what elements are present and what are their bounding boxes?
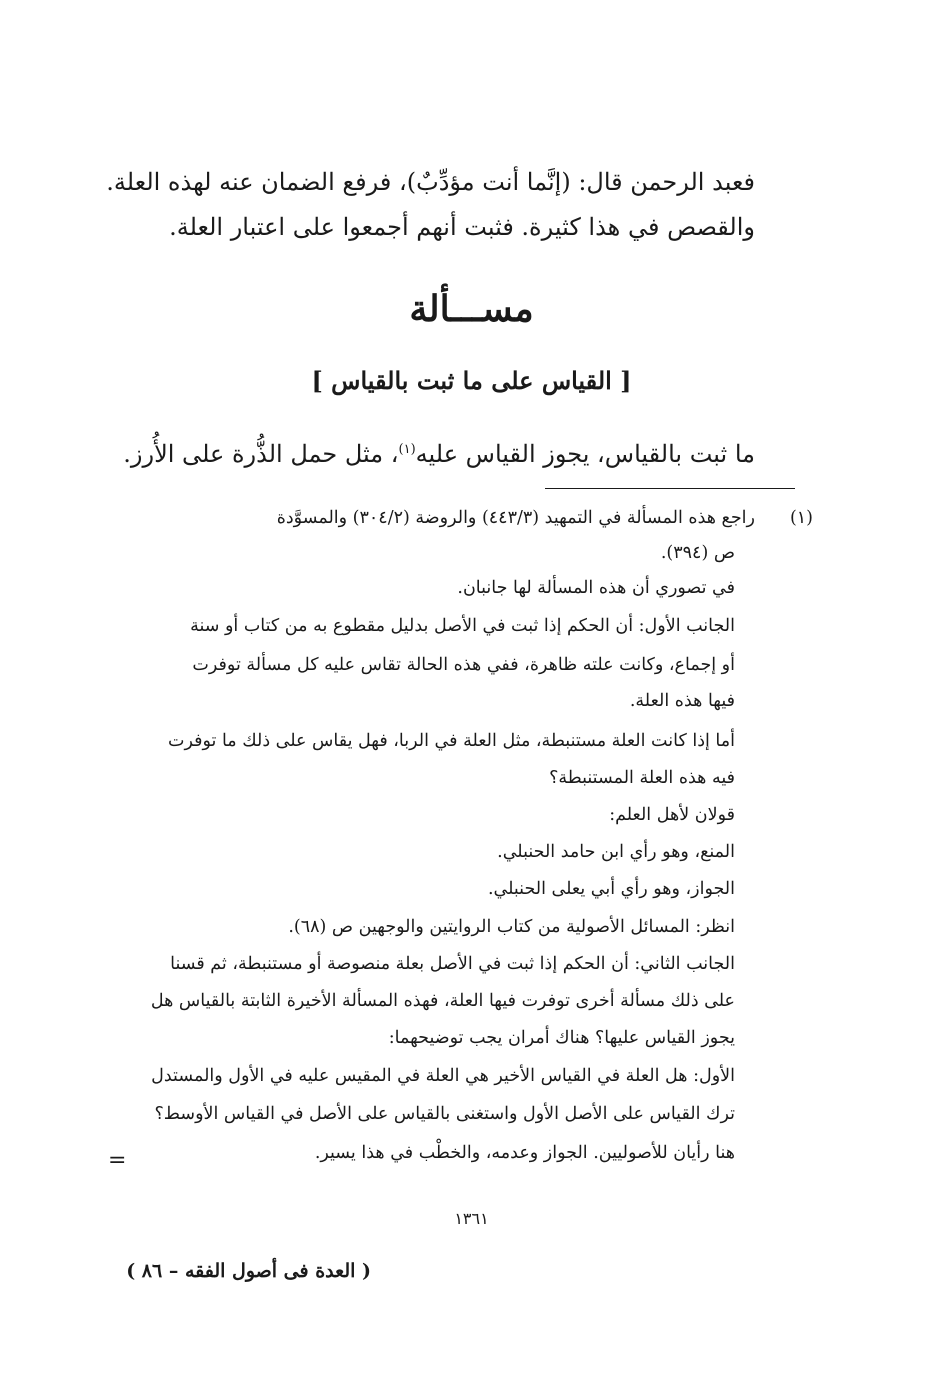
footnote-line: فيه هذه العلة المستنبطة؟ bbox=[549, 768, 735, 788]
footnote-line: الجانب الأول: أن الحكم إذا ثبت في الأصل بدليل مقطوع به من كتاب أو سنة bbox=[190, 616, 735, 636]
footnote-line: على ذلك مسألة أخرى توفرت فيها العلة، فهذه المسألة الأخيرة الثابتة بالقياس هل bbox=[150, 991, 735, 1011]
footnote-reference: (١) bbox=[398, 442, 416, 457]
footnote-number: (١) bbox=[789, 508, 813, 528]
footnote-line: انظر: المسائل الأصولية من كتاب الروايتين والوجهين ص (٦٨). bbox=[288, 917, 735, 937]
footnote-line: ص (٣٩٤). bbox=[660, 543, 735, 563]
footnote-line: الجانب الثاني: أن الحكم إذا ثبت في الأصل بعلة منصوصة أو مستنبطة، ثم قسنا bbox=[170, 954, 735, 974]
intro-line-2: والقصص في هذا كثيرة. فثبت أنهم أجمعوا على اعتبار العلة. bbox=[169, 213, 755, 241]
footnote-line: المنع، وهو رأي ابن حامد الحنبلي. bbox=[497, 842, 735, 862]
footnote-line: الأول: هل العلة في القياس الأخير هي العلة في المقيس عليه في الأول والمستدل bbox=[151, 1066, 735, 1086]
footnote-line: يجوز القياس عليها؟ هناك أمران يجب توضيحهما: bbox=[388, 1028, 735, 1048]
book-footer: ( العدة فى أصول الفقه – ٨٦ ) bbox=[126, 1260, 371, 1282]
main-text-after: ، مثل حمل الذُّرة على الأُرز. bbox=[123, 440, 399, 468]
footnote-line: أو إجماع، وكانت علته ظاهرة، ففي هذه الحالة تقاس عليه كل مسألة توفرت bbox=[192, 655, 735, 675]
footnote-line: قولان لأهل العلم: bbox=[609, 805, 735, 825]
footnote-line: أما إذا كانت العلة مستنبطة، مثل العلة في الربا، فهل يقاس على ذلك ما توفرت bbox=[168, 731, 735, 751]
footnote-line: في تصوري أن هذه المسألة لها جانبان. bbox=[457, 578, 735, 598]
main-paragraph bbox=[123, 440, 755, 468]
footnote-line: فيها هذه العلة. bbox=[629, 691, 735, 711]
footnote-line: الجواز، وهو رأي أبي يعلى الحنبلي. bbox=[487, 879, 735, 899]
footnote-line: ترك القياس على الأصل الأول واستغنى بالقياس على الأصل في القياس الأوسط؟ bbox=[154, 1104, 735, 1124]
page-number: ١٣٦١ bbox=[454, 1209, 489, 1228]
main-text-before: ما ثبت بالقياس، يجوز القياس عليه bbox=[415, 440, 755, 468]
continuation-mark: = bbox=[108, 1148, 127, 1173]
section-subtitle: [ القياس على ما ثبت بالقياس ] bbox=[311, 366, 632, 395]
footnote-line: راجع هذه المسألة في التمهيد (٤٤٣/٣) والروضة (٣٠٤/٢) والمسوَّدة bbox=[276, 508, 755, 528]
footnote-line: هنا رأيان للأصوليين. الجواز وعدمه، والخطْب في هذا يسير. bbox=[314, 1143, 735, 1163]
section-title: مســـألة bbox=[409, 288, 534, 330]
intro-line-1: فعبد الرحمن قال: (إنَّما أنت مؤدِّبٌ)، فرفع الضمان عنه لهذه العلة. bbox=[106, 168, 755, 196]
footnote-separator bbox=[545, 488, 795, 489]
